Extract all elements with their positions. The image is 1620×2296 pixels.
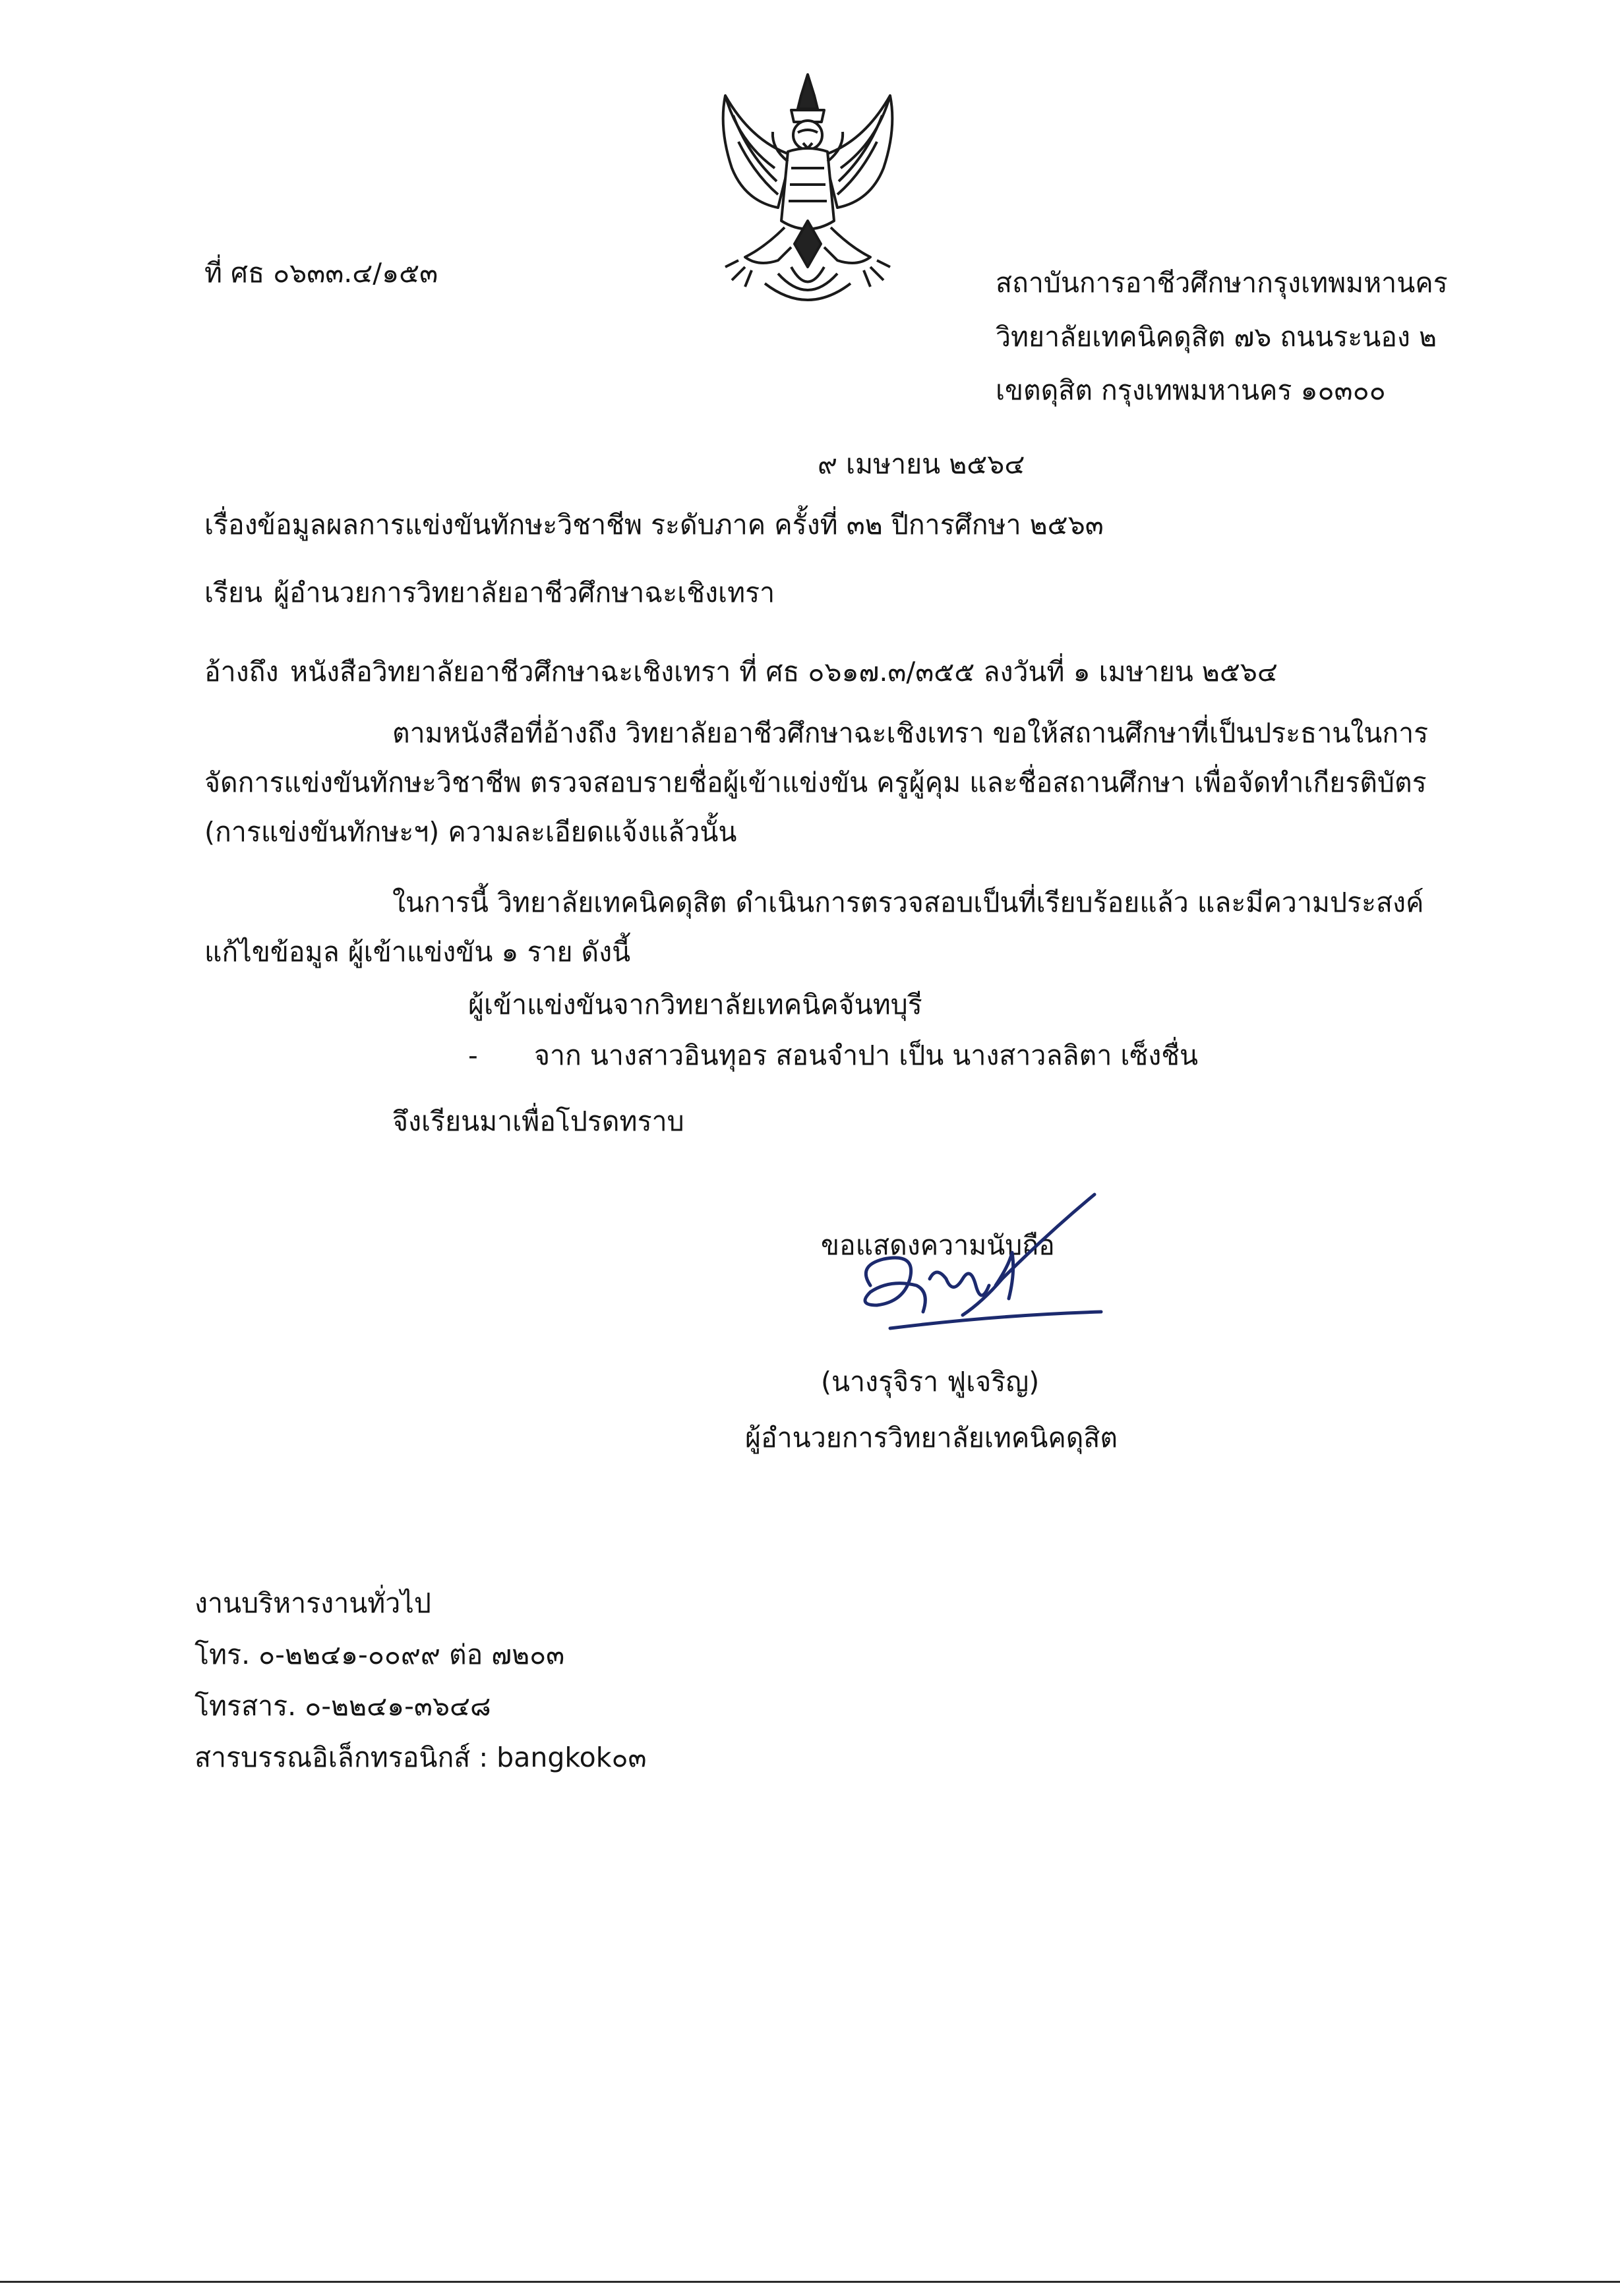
sender-address-line-3: เขตดุสิต กรุงเทพมหานคร ๑๐๓๐๐ <box>996 374 1386 406</box>
contact-department: งานบริหารงานทั่วไป <box>195 1587 431 1619</box>
list-bullet: - <box>468 1040 478 1071</box>
page-bottom-border <box>0 2281 1620 2283</box>
garuda-emblem-icon <box>699 69 916 313</box>
reference-label: อ้างถึง <box>204 656 279 688</box>
closing-text: จึงเรียนมาเพื่อโปรดทราบ <box>392 1105 684 1137</box>
sender-address-line-2: วิทยาลัยเทคนิคดุสิต ๗๖ ถนนระนอง ๒ <box>996 321 1437 353</box>
list-heading: ผู้เข้าแข่งขันจากวิทยาลัยเทคนิคจันทบุรี <box>468 989 922 1020</box>
contact-fax: โทรสาร. ๐-๒๒๔๑-๓๖๔๘ <box>195 1690 491 1722</box>
paragraph-1-line-1: ตามหนังสือที่อ้างถึง วิทยาลัยอาชีวศึกษาฉะเชิงเทรา ขอให้สถานศึกษาที่เป็นประธานในการ <box>392 717 1429 749</box>
reference-text: หนังสือวิทยาลัยอาชีวศึกษาฉะเชิงเทรา ที่ ศธ ๐๖๑๗.๓/๓๕๕ ลงวันที่ ๑ เมษายน ๒๕๖๔ <box>290 656 1278 688</box>
contact-phone: โทร. ๐-๒๒๔๑-๐๐๙๙ ต่อ ๗๒๐๓ <box>195 1639 565 1670</box>
handwritten-signature-icon <box>831 1187 1108 1351</box>
paragraph-2-line-2: แก้ไขข้อมูล ผู้เข้าแข่งขัน ๑ ราย ดังนี้ <box>204 936 631 968</box>
list-item: จาก นางสาวอินทุอร สอนจำปา เป็น นางสาวลลิตา เซ็งชื่น <box>534 1040 1199 1071</box>
recipient-label: เรียน <box>204 577 263 608</box>
document-number: ที่ ศธ ๐๖๓๓.๔/๑๕๓ <box>204 257 438 289</box>
signer-name: (นางรุจิรา ฟูเจริญ) <box>821 1366 1040 1398</box>
paragraph-1-line-2: จัดการแข่งขันทักษะวิชาชีพ ตรวจสอบรายชื่อผู้เข้าแข่งขัน ครูผู้คุม และชื่อสถานศึกษา เพื่อจัดทำเกียรติบัตร <box>204 767 1427 798</box>
regards-text: ขอแสดงความนับถือ <box>821 1229 1055 1261</box>
signer-title: ผู้อำนวยการวิทยาลัยเทคนิคดุสิต <box>745 1422 1118 1454</box>
contact-email: สารบรรณอิเล็กทรอนิกส์ : bangkok๐๓ <box>195 1742 647 1773</box>
paragraph-1-line-3: (การแข่งขันทักษะฯ) ความละเอียดแจ้งแล้วนั้น <box>204 816 737 848</box>
recipient-text: ผู้อำนวยการวิทยาลัยอาชีวศึกษาฉะเชิงเทรา <box>274 577 775 608</box>
letter-date: ๙ เมษายน ๒๕๖๔ <box>818 448 1025 480</box>
subject-text: ข้อมูลผลการแข่งขันทักษะวิชาชีพ ระดับภาค ครั้งที่ ๓๒ ปีการศึกษา ๒๕๖๓ <box>257 509 1104 541</box>
paragraph-2-line-1: ในการนี้ วิทยาลัยเทคนิคดุสิต ดำเนินการตรวจสอบเป็นที่เรียบร้อยแล้ว และมีความประสงค์ <box>392 887 1424 918</box>
subject-label: เรื่อง <box>204 509 258 541</box>
sender-address-line-1: สถาบันการอาชีวศึกษากรุงเทพมหานคร <box>996 267 1448 299</box>
